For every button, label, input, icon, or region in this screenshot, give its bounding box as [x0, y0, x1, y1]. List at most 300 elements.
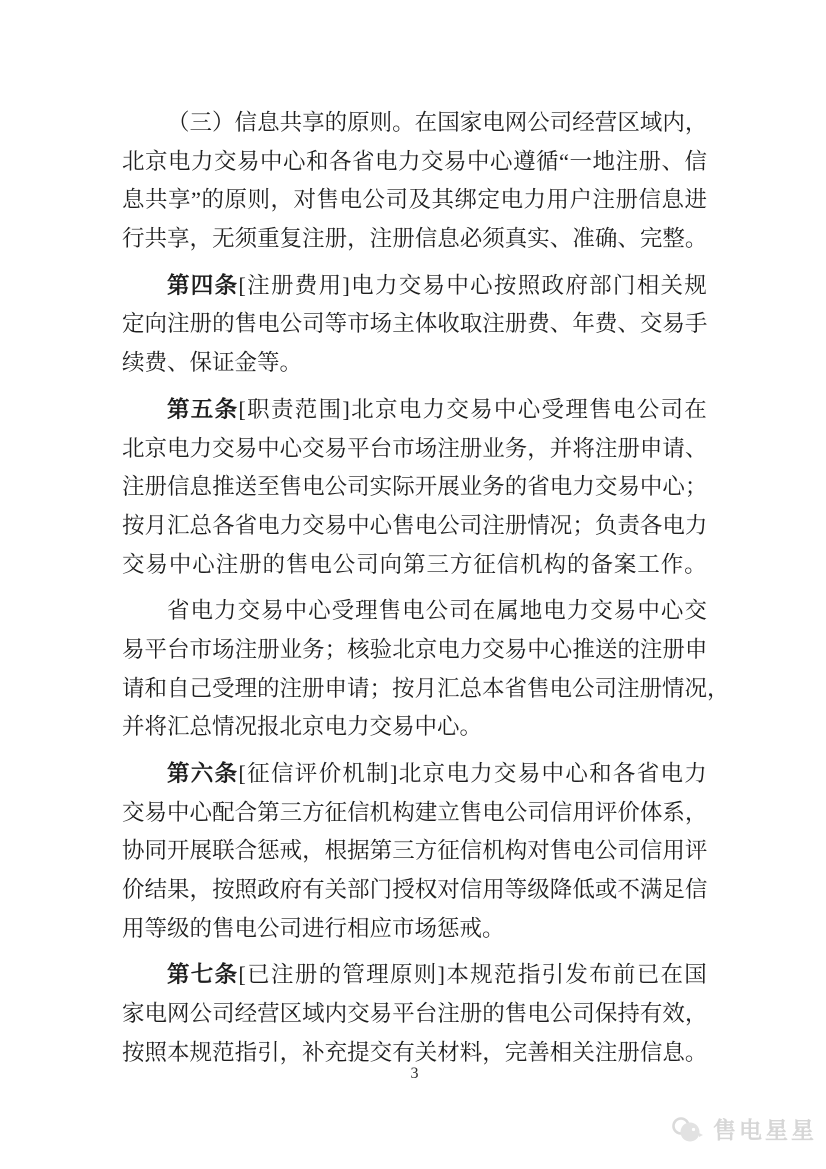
text-char: 府 — [565, 272, 588, 298]
text-char: 、 — [617, 311, 640, 337]
article-number-char: 六 — [190, 761, 214, 786]
text-char: 整 — [662, 226, 685, 252]
text-char: 公 — [594, 838, 618, 864]
text-char: 备 — [590, 551, 613, 577]
text-char: 的 — [324, 110, 348, 135]
text-char: 范 — [493, 962, 517, 988]
text-char: 费 — [594, 311, 618, 337]
text-char: 享 — [302, 110, 325, 135]
text-char: 京 — [422, 761, 446, 786]
article-number-char: 四 — [190, 272, 214, 298]
watermark-label: 售电星星 — [713, 1117, 817, 1143]
text-char: 注 — [437, 1001, 460, 1027]
text-char: 定 — [477, 187, 500, 213]
text-char: 交 — [347, 1001, 370, 1027]
text-char: 电 — [612, 396, 636, 422]
text-char: 在 — [684, 396, 707, 422]
text-char: 费 — [294, 272, 318, 298]
text-char: 息 — [257, 110, 280, 135]
text-char: 中 — [637, 598, 660, 624]
text-char: 用 — [318, 272, 342, 298]
text-char: 职 — [247, 396, 270, 422]
text-char: 关 — [572, 1039, 595, 1065]
text-char: 范 — [294, 396, 318, 422]
text-char: 力 — [191, 148, 214, 174]
text-char: ] — [437, 962, 446, 988]
text-char: 心 — [565, 761, 588, 786]
text-char: 心 — [308, 598, 331, 624]
text-char: 国 — [437, 110, 460, 135]
text-char: 则 — [247, 187, 270, 213]
text-char: 公 — [504, 799, 528, 825]
text-char: 息 — [189, 474, 213, 500]
text-char: 力 — [572, 474, 595, 500]
text-char: 注 — [247, 272, 270, 298]
text-char: 本 — [446, 962, 469, 988]
text-char: 交 — [639, 311, 663, 337]
text-char: 及 — [408, 187, 431, 213]
text-char: 区 — [279, 1001, 303, 1027]
text-char: 北 — [122, 148, 145, 174]
text-char: 照 — [144, 1039, 168, 1065]
text-char: 发 — [565, 962, 588, 988]
text-char: 易 — [444, 148, 467, 174]
text-char: 易 — [261, 598, 284, 624]
text-char: 业 — [279, 636, 303, 662]
text-char: 台 — [369, 435, 393, 461]
text-char: 构 — [392, 799, 415, 825]
text-char: 册 — [294, 962, 318, 988]
text-char: 信 — [549, 799, 573, 825]
text-segment: 并将汇总情况报北京电力交易中心。 — [122, 714, 483, 740]
text-char: 交 — [398, 272, 422, 298]
text-char: 补 — [302, 1039, 325, 1065]
text-char: 业 — [459, 474, 483, 500]
text-char: 内 — [324, 1001, 348, 1027]
text-char: 电 — [500, 187, 523, 213]
text-char: 信 — [347, 799, 370, 825]
text-char: 易 — [324, 512, 348, 538]
text-char: 、 — [549, 311, 573, 337]
text-char: 开 — [167, 838, 190, 864]
text-char: ； — [572, 512, 595, 538]
text-char: 北 — [351, 396, 374, 422]
text-char: 准 — [572, 226, 595, 252]
text-char: 提 — [347, 1039, 370, 1065]
text-char: 系 — [662, 799, 685, 825]
text-char: 售 — [589, 396, 612, 422]
text-char: 年 — [572, 311, 595, 337]
text-char: 征 — [473, 551, 496, 577]
text-char: [ — [238, 962, 246, 988]
text-char: 公 — [549, 1001, 573, 1027]
text-char: 注 — [639, 636, 663, 662]
text-char: 心 — [279, 435, 303, 461]
text-char: 中 — [541, 761, 565, 786]
text-char: 的 — [201, 187, 224, 213]
text-char: 在 — [660, 962, 684, 988]
text-char: 中 — [284, 598, 308, 624]
text-char: 共 — [279, 110, 303, 135]
text-char: 完 — [504, 1039, 528, 1065]
text-char: 注 — [594, 1039, 618, 1065]
text-char: 售 — [279, 474, 303, 500]
text-char: 低 — [572, 877, 595, 903]
text-char: 在 — [472, 598, 496, 624]
text-char: 原 — [389, 962, 413, 988]
article-number-char: 五 — [190, 396, 214, 422]
text-line — [122, 871, 707, 910]
text-char: 定 — [122, 311, 145, 337]
text-char: 信 — [638, 187, 661, 213]
text-char: 价 — [318, 761, 342, 786]
text-char: 共 — [145, 187, 168, 213]
text-char: 电 — [402, 598, 425, 624]
text-char: 则 — [413, 962, 437, 988]
text-char: 地 — [592, 148, 615, 174]
text-char: 信 — [639, 1039, 663, 1065]
text-char: 交 — [369, 1039, 393, 1065]
text-char: 确 — [594, 226, 618, 252]
text-char: 用 — [546, 187, 569, 213]
text-char: 规 — [470, 962, 493, 988]
text-char: 、 — [549, 226, 573, 252]
text-char: 的 — [212, 311, 235, 337]
text-char: 售 — [549, 838, 573, 864]
text-char: 照 — [517, 272, 541, 298]
text-line — [122, 220, 707, 259]
text-char: 建 — [414, 799, 438, 825]
text-char: 。 — [392, 110, 415, 135]
text-char: 价 — [122, 877, 145, 903]
text-char: 公 — [362, 187, 385, 213]
text-char: ] — [342, 272, 350, 298]
text-char: 公 — [332, 551, 356, 577]
text-char: 用 — [482, 877, 505, 903]
text-char: 电 — [446, 761, 469, 786]
text-char: 惩 — [257, 838, 280, 864]
text-char: 平 — [347, 435, 370, 461]
text-char: 在 — [414, 110, 438, 135]
text-char: 电 — [302, 474, 325, 500]
text-char: ， — [684, 1001, 708, 1027]
text-char: 立 — [437, 799, 460, 825]
text-line — [122, 430, 707, 469]
text-char: 司 — [572, 1001, 595, 1027]
text-char: 、 — [684, 435, 708, 461]
text-char: 电 — [437, 636, 460, 662]
text-char: “ — [559, 148, 569, 174]
article-number-char: 第 — [167, 761, 190, 786]
text-char: 息 — [437, 226, 460, 252]
text-char: 必 — [459, 226, 483, 252]
article-number-char: 条 — [214, 962, 238, 988]
text-char: 结 — [144, 877, 168, 903]
text-char: 按 — [493, 272, 517, 298]
page-number: 3 — [410, 1065, 419, 1082]
text-char: 关 — [414, 1039, 438, 1065]
text-char: 效 — [662, 1001, 685, 1027]
text-char: 保 — [594, 1001, 618, 1027]
text-char: 营 — [594, 110, 618, 135]
text-char: 售 — [234, 311, 258, 337]
text-char: 理 — [366, 962, 389, 988]
text-char: 省 — [352, 148, 375, 174]
text-char: 无 — [212, 226, 235, 252]
text-char: 第 — [369, 838, 393, 864]
text-char: 电 — [375, 148, 398, 174]
text-char: 注 — [122, 474, 145, 500]
text-char: 中 — [527, 636, 550, 662]
text-char: 交 — [594, 474, 618, 500]
chick-logo-icon — [670, 1113, 706, 1147]
text-line — [122, 794, 707, 833]
text-char: 司 — [212, 1001, 235, 1027]
text-char: 指 — [234, 1039, 258, 1065]
text-char: 电 — [167, 435, 190, 461]
text-char: 合 — [234, 838, 258, 864]
text-char: 相 — [549, 1039, 573, 1065]
text-char: 引 — [257, 1039, 280, 1065]
text-char: 的 — [617, 636, 640, 662]
text-char: 规 — [189, 1039, 213, 1065]
text-char: 方 — [449, 551, 473, 577]
text-char: ] — [342, 396, 350, 422]
text-char: 重 — [257, 226, 280, 252]
text-char: 信 — [684, 877, 708, 903]
text-char: 受 — [541, 396, 565, 422]
text-line — [122, 708, 707, 747]
text-char: 心 — [490, 148, 513, 174]
text-line — [122, 832, 707, 871]
text-char: 注 — [302, 226, 325, 252]
text-char: 场 — [212, 636, 235, 662]
text-char: 交 — [590, 598, 613, 624]
text-char: 管 — [342, 962, 365, 988]
text-char: 注 — [270, 962, 294, 988]
text-char: 申 — [684, 636, 708, 662]
text-char: 市 — [347, 311, 370, 337]
text-char: 信 — [684, 148, 707, 174]
text-char: 各 — [639, 512, 663, 538]
text-char: 售 — [392, 512, 415, 538]
text-char: 省 — [234, 512, 258, 538]
text-char: 机 — [369, 799, 393, 825]
text-char: 力 — [214, 598, 237, 624]
text-char: 册 — [459, 1001, 483, 1027]
text-char: 注 — [592, 187, 615, 213]
text-char: 注 — [482, 311, 505, 337]
text-char: 力 — [279, 512, 303, 538]
text-char: 信 — [639, 838, 663, 864]
text-char: 其 — [431, 187, 454, 213]
text-char: 交 — [237, 598, 261, 624]
text-char: 体 — [639, 799, 663, 825]
text-char: 册 — [504, 311, 528, 337]
text-char: 案 — [613, 551, 637, 577]
text-char: ， — [189, 226, 213, 252]
text-char: 戒 — [279, 838, 303, 864]
text-char: 交 — [302, 512, 325, 538]
text-char: 省 — [636, 761, 660, 786]
text-char: 三 — [279, 799, 303, 825]
text-char: 易 — [517, 761, 541, 786]
text-char: 关 — [324, 877, 348, 903]
text-char: 享 — [167, 226, 190, 252]
text-char: 推 — [572, 636, 595, 662]
text-char: 经 — [234, 1001, 258, 1027]
text-char: 交 — [684, 598, 707, 624]
text-segment: 请和自己受理的注册申请；按月汇总本省售电公司注册情况， — [122, 675, 730, 701]
text-char: 展 — [437, 474, 460, 500]
text-char: 京 — [145, 148, 168, 174]
text-char: 域 — [639, 110, 663, 135]
text-char: 电 — [482, 110, 505, 135]
text-line — [122, 956, 707, 995]
text-char: 司 — [617, 838, 640, 864]
text-char: 业 — [482, 435, 505, 461]
text-char: 推 — [212, 474, 235, 500]
text-char: 照 — [234, 877, 258, 903]
text-char: 机 — [520, 551, 543, 577]
text-char: 易 — [122, 636, 145, 662]
text-char: 对 — [437, 877, 460, 903]
text-char: 力 — [189, 435, 213, 461]
text-char: 电 — [257, 512, 280, 538]
text-char: 交 — [212, 435, 235, 461]
text-char: 台 — [414, 1001, 438, 1027]
text-char: 的 — [482, 1001, 505, 1027]
text-char: 总 — [189, 512, 213, 538]
text-char: 范 — [212, 1039, 235, 1065]
text-char: 须 — [234, 226, 258, 252]
text-char: 。 — [684, 226, 708, 252]
text-line — [122, 910, 707, 949]
text-char: ， — [302, 838, 325, 864]
text-char: 省 — [167, 598, 190, 624]
text-char: 负 — [594, 512, 618, 538]
text-char: 易 — [369, 1001, 393, 1027]
text-char: 送 — [234, 474, 258, 500]
text-char: 心 — [517, 396, 541, 422]
text-char: 送 — [594, 636, 618, 662]
text-char: 对 — [293, 187, 316, 213]
text-char: 场 — [369, 311, 393, 337]
text-char: 布 — [589, 962, 612, 988]
text-char: 根 — [324, 838, 348, 864]
text-char: 中 — [260, 148, 283, 174]
text-char: 和 — [306, 148, 329, 174]
text-char: 理 — [565, 396, 588, 422]
text-char: 机 — [482, 838, 505, 864]
text-char: 材 — [437, 1039, 460, 1065]
text-line — [122, 995, 707, 1034]
text-char: 信 — [167, 474, 190, 500]
text-char: 理 — [355, 598, 378, 624]
article-number-char: 第 — [167, 396, 190, 422]
text-char: 进 — [684, 187, 707, 213]
text-char: 月 — [144, 512, 168, 538]
text-char: 注 — [482, 512, 505, 538]
text-char: 心 — [549, 636, 573, 662]
text-char: 有 — [392, 1039, 415, 1065]
text-char: 易 — [237, 148, 260, 174]
text-char: 力 — [374, 272, 398, 298]
text-line — [122, 344, 707, 383]
text-char: 府 — [279, 877, 303, 903]
text-char: 京 — [374, 396, 398, 422]
text-char: 受 — [331, 598, 355, 624]
text-line — [122, 104, 707, 143]
text-char: 相 — [636, 272, 660, 298]
text-char: 机 — [342, 761, 365, 786]
text-char: 注 — [234, 636, 258, 662]
text-char: 域 — [302, 1001, 325, 1027]
text-char: 北 — [398, 761, 422, 786]
text-char: 引 — [541, 962, 565, 988]
text-char: 册 — [144, 474, 168, 500]
text-char: 核 — [347, 636, 370, 662]
text-char: 绑 — [454, 187, 477, 213]
text-char: 前 — [612, 962, 636, 988]
text-char: 心 — [192, 551, 215, 577]
text-char: 部 — [589, 272, 612, 298]
article-number-char: 第 — [167, 272, 190, 298]
text-char: 交 — [214, 148, 237, 174]
text-char: 工 — [637, 551, 660, 577]
text-char: 册 — [638, 148, 661, 174]
text-char: 售 — [459, 799, 483, 825]
text-char: 中 — [639, 474, 663, 500]
watermark — [670, 1113, 817, 1147]
text-char: 费 — [527, 311, 550, 337]
text-char: 用 — [662, 838, 685, 864]
text-char: 册 — [617, 435, 640, 461]
text-char: ， — [482, 1039, 505, 1065]
text-char: 降 — [549, 877, 573, 903]
text-char: 售 — [285, 551, 309, 577]
text-char: 完 — [639, 226, 663, 252]
text-char: 中 — [493, 396, 517, 422]
text-line — [122, 631, 707, 670]
text-char: 验 — [369, 636, 393, 662]
text-char: 易 — [617, 474, 640, 500]
text-char: 务 — [302, 636, 325, 662]
text-char: 第 — [403, 551, 426, 577]
text-char: 原 — [224, 187, 247, 213]
text-char: 政 — [541, 272, 565, 298]
text-char: 将 — [572, 435, 595, 461]
text-line — [122, 670, 730, 709]
text-char: 市 — [392, 435, 415, 461]
text-char: 售 — [504, 1001, 528, 1027]
text-char: 价 — [617, 799, 640, 825]
text-char: 向 — [379, 551, 403, 577]
text-char: ， — [684, 799, 708, 825]
text-line — [122, 507, 707, 546]
text-line — [122, 305, 707, 344]
text-line — [122, 468, 707, 507]
text-char: 电 — [144, 1001, 168, 1027]
text-char: 主 — [392, 311, 415, 337]
text-char: 易 — [145, 551, 168, 577]
text-char: 力 — [684, 512, 708, 538]
text-char: 体 — [414, 311, 438, 337]
text-char: 区 — [617, 110, 640, 135]
text-char: 北 — [392, 636, 415, 662]
text-char: 册 — [239, 551, 262, 577]
article-number-char: 七 — [190, 962, 214, 988]
